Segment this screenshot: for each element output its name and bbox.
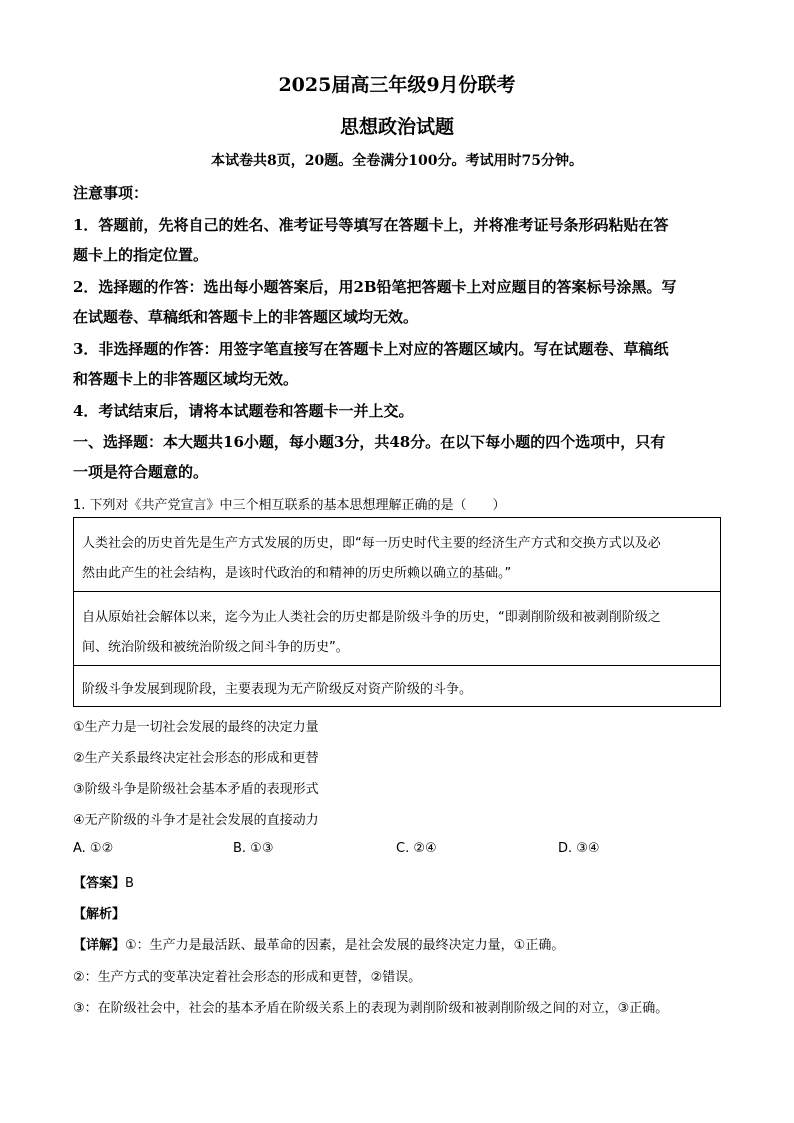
note-3-line-2: 和答题卡上的非答题区域均无效。 <box>73 370 299 388</box>
note-2-line-2: 在试题卷、草稿纸和答题卡上的非答题区域均无效。 <box>73 308 419 326</box>
exam-info: 本试卷共8页，20题。全卷满分100分。考试用时75分钟。 <box>211 153 583 169</box>
detail-line-1 <box>73 934 733 953</box>
material-row-2-line-2: 间、统治阶级和被统治阶级之间斗争的历史”。 <box>82 640 349 655</box>
subject-title: 思想政治试题 <box>339 116 454 138</box>
material-row-1 <box>74 518 720 592</box>
section-line-2: 一项是符合题意的。 <box>73 463 209 481</box>
option-a: A. ①② <box>73 841 114 856</box>
note-3-line-1: 3．非选择题的作答：用签字笔直接写在答题卡上对应的答题区域内。写在试题卷、草稿纸 <box>73 340 669 358</box>
material-row-2 <box>74 592 720 666</box>
note-2-line-1: 2．选择题的作答：选出每小题答案后，用2B铅笔把答题卡上对应题目的答案标号涂黑。写 <box>73 278 677 296</box>
analysis-tag: 【解析】 <box>73 907 126 922</box>
section-line-1: 一、选择题：本大题共16小题，每小题3分，共48分。在以下每小题的四个选项中，只有 <box>73 433 666 451</box>
material-row-1-line-2: 然由此产生的社会结构，是该时代政治的和精神的历史所赖以确立的基础。” <box>82 566 512 581</box>
answer-value: B <box>125 876 134 891</box>
material-row-1-line-1: 人类社会的历史首先是生产方式发展的历史，即“每一历史时代主要的经济生产方式和交换方式以及必 <box>82 536 661 551</box>
material-row-3 <box>74 666 720 706</box>
exam-title: 2025届高三年级9月份联考 <box>278 74 516 96</box>
option-c: C. ②④ <box>396 841 437 856</box>
statement-1: ①生产力是一切社会发展的最终的决定力量 <box>73 720 319 735</box>
question-stem: 1. 下列对《共产党宣言》中三个相互联系的基本思想理解正确的是（ ） <box>73 498 506 513</box>
statement-2: ②生产关系最终决定社会形态的形成和更替 <box>73 751 319 766</box>
statement-4: ④无产阶级的斗争才是社会发展的直接动力 <box>73 813 319 828</box>
material-box <box>73 517 721 707</box>
detail-1-text: ①：生产力是最活跃、最革命的因素，是社会发展的最终决定力量，①正确。 <box>125 938 565 953</box>
material-row-2-line-1: 自从原始社会解体以来，迄今为止人类社会的历史都是阶级斗争的历史，“即剥削阶级和被剥削阶级之 <box>82 610 661 625</box>
analysis-line <box>73 903 733 922</box>
note-1-line-2: 题卡上的指定位置。 <box>73 246 209 264</box>
note-1-line-1: 1．答题前，先将自己的姓名、准考证号等填写在答题卡上，并将准考证号条形码粘贴在答 <box>73 216 669 234</box>
detail-line-3: ③：在阶级社会中，社会的基本矛盾在阶级关系上的表现为剥削阶级和被剥削阶级之间的对立，③正确。 <box>73 1001 669 1016</box>
answer-line <box>73 872 733 891</box>
note-4: 4．考试结束后，请将本试题卷和答题卡一并上交。 <box>73 402 414 420</box>
statement-3: ③阶级斗争是阶级社会基本矛盾的表现形式 <box>73 782 319 797</box>
option-b: B. ①③ <box>233 841 274 856</box>
option-d: D. ③④ <box>558 841 600 856</box>
detail-tag: 【详解】 <box>73 938 126 953</box>
answer-tag: 【答案】 <box>73 876 126 891</box>
material-row-3-line-1: 阶级斗争发展到现阶段，主要表现为无产阶级反对资产阶级的斗争。 <box>82 682 473 697</box>
notes-heading: 注意事项： <box>73 184 149 202</box>
detail-line-2: ②：生产方式的变革决定着社会形态的形成和更替，②错误。 <box>73 970 422 985</box>
